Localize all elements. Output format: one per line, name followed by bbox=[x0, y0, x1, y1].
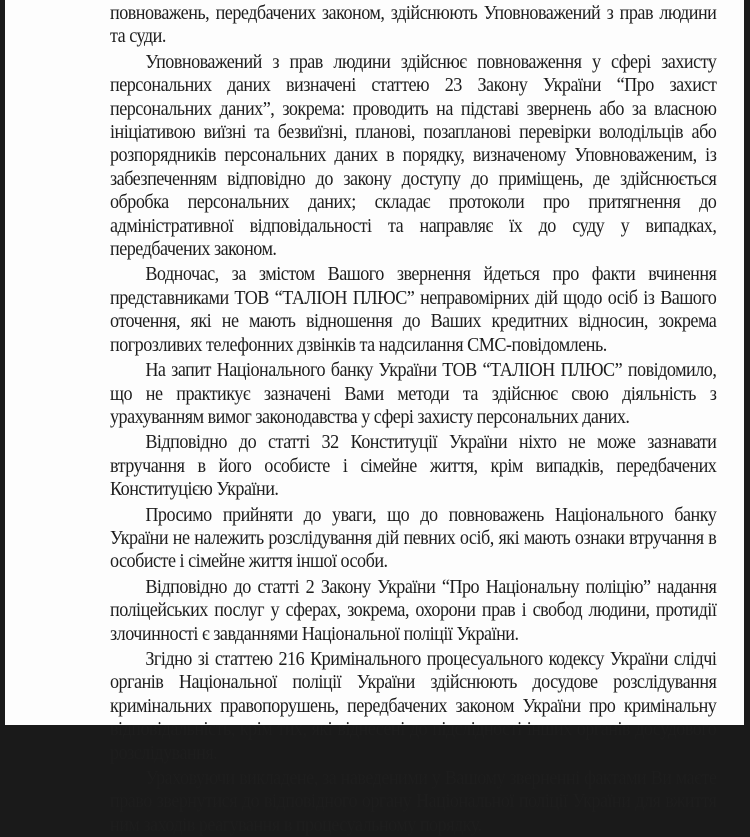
paragraph-1: повноважень, передбачених законом, здійснюють Уповноважений з прав людини та суди. bbox=[110, 3, 717, 48]
paragraph-4: На запит Національного банку України ТОВ “ТАЛІОН ПЛЮС” повідомило, що не практикує зазначені Вами методи та здійснює свою діяльність з урахуванням вимог законодавства у сфері захисту персональних даних. bbox=[110, 360, 717, 428]
paragraph-9: Ураховуючи викладене, за наведеними у Вашому зверненні фактами Ви маєте право звернутися до відповідного органу Національної поліції України для вжиття ним заходів реагування в процесуальному порядку. bbox=[110, 768, 717, 836]
paragraph-2: Уповноважений з прав людини здійснює повноваження у сфері захисту персональних даних визначені статтею 23 Закону України “Про захист персональних даних”, зокрема: проводить на підставі звернень або за власною ініціативою виїзні та безвиїзні, планові, позапланові перевірки володільців або розпорядників персональних даних в порядку, визначеному Уповноваженим, із забезпеченням відповідно до закону доступу до приміщень, де здійснюється обробка персональних даних; складає протоколи про притягнення до адміністративної відповідальності та направляє їх до суду у випадках, передбачених законом. bbox=[110, 51, 717, 261]
document-body bbox=[110, 2, 716, 837]
right-border bbox=[744, 0, 750, 725]
paragraph-6: Просимо прийняти до уваги, що до повноважень Національного банку України не належить розслідування дій певних осіб, які мають ознаки втручання в особисте і сімейне життя іншої особи. bbox=[110, 504, 717, 573]
document-page bbox=[5, 0, 744, 836]
paragraph-8: Згідно зі статтею 216 Кримінального процесуального кодексу України слідчі органів Національної поліції України здійснюють досудове розслідування кримінальних правопорушень, передбачених законом України про кримінальну відповідальність, крім тих, які віднесені до підслідності інших органів досудового розслідування. bbox=[110, 648, 717, 764]
paragraph-7: Відповідно до статті 2 Закону України “Про Національну поліцію” надання поліцейських послуг у сферах, зокрема, охорони прав і свобод людини, протидії злочинності є завданнями Національної поліції України. bbox=[110, 576, 717, 645]
paragraph-3: Водночас, за змістом Вашого звернення йдеться про факти вчинення представниками ТОВ “ТАЛІОН ПЛЮС” неправомірних дій щодо осіб із Вашого оточення, які не мають відношення до Ваших кредитних відносин, зокрема погрозливих телефонних дзвінків та надсилання СМС-повідомлень. bbox=[110, 264, 717, 356]
paragraph-5: Відповідно до статті 32 Конституції України ніхто не може зазнавати втручання в його особисте і сімейне життя, крім випадків, передбачених Конституцією України. bbox=[110, 432, 717, 501]
